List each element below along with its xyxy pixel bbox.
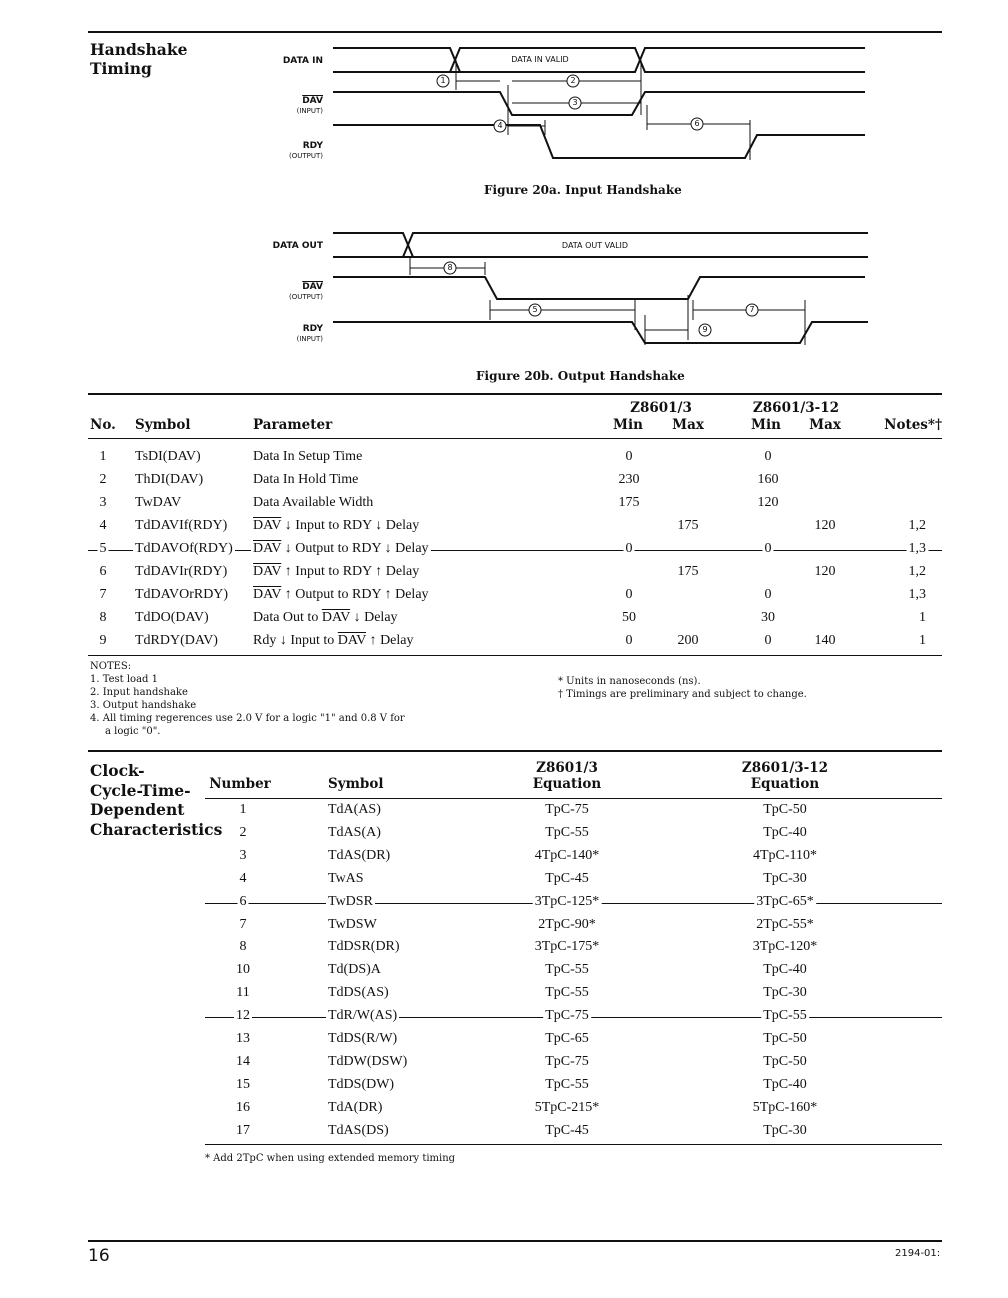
- row-number: 1: [239, 802, 247, 817]
- header-max2: Max: [809, 417, 841, 433]
- row-equation2: 4TpC-110*: [752, 847, 818, 863]
- note-item: 4. All timing regerences use 2.0 V for a logic "1" and 0.8 V for: [90, 713, 405, 724]
- row-equation2: TpC-40: [763, 1076, 807, 1092]
- table-row: [88, 584, 942, 607]
- units-note: * Units in nanoseconds (ns).: [558, 676, 701, 687]
- row-number: 8: [99, 610, 107, 625]
- signal-label-data-in: DATA IN: [282, 56, 323, 66]
- table-row: [205, 1028, 942, 1051]
- notes-heading: NOTES:: [90, 661, 132, 672]
- title-line: Timing: [90, 59, 152, 78]
- row-number: 10: [236, 962, 250, 978]
- row-parameter: $\overline{DAV}$ ↑ Output to RDY ↑ Delay: [253, 587, 429, 602]
- row-min2: 30: [761, 610, 775, 625]
- row-max1: 200: [677, 633, 699, 648]
- row-notes: 1: [919, 610, 926, 625]
- row-number: 15: [236, 1076, 250, 1092]
- row-equation2: TpC-30: [763, 1122, 807, 1138]
- row-parameter: Data Out to $\overline{DAV}$ ↓ Delay: [253, 610, 398, 625]
- row-number: 14: [236, 1053, 250, 1069]
- row-number: 9: [99, 633, 107, 648]
- footer-rule: [88, 1240, 942, 1242]
- row-min2: 0: [764, 449, 772, 464]
- document-code: 2194-01:: [895, 1248, 941, 1259]
- row-symbol: TwDSW: [328, 916, 377, 932]
- marker: 8: [447, 263, 453, 272]
- row-max2: 140: [814, 633, 836, 648]
- row-symbol: TdA(AS): [328, 802, 381, 817]
- signal-label-rdy-input: RDY (INPUT): [296, 324, 323, 343]
- row-symbol: TwAS: [328, 870, 364, 886]
- row-equation1: 3TpC-175*: [534, 939, 600, 955]
- row-equation2: 5TpC-160*: [752, 1099, 818, 1115]
- marker: 1: [440, 76, 446, 85]
- header-notes: Notes*†: [884, 417, 942, 433]
- row-equation1: 4TpC-140*: [534, 847, 600, 863]
- row-parameter: Rdy ↓ Input to $\overline{DAV}$ ↑ Delay: [253, 633, 414, 648]
- table-row: [205, 822, 942, 845]
- row-number: 4: [99, 518, 107, 533]
- row-equation1: TpC-55: [545, 1076, 589, 1092]
- row-equation1: TpC-45: [545, 870, 589, 886]
- header-group1: Z8601/3: [630, 400, 692, 416]
- header-equation1: Equation: [532, 776, 602, 792]
- row-equation2: TpC-50: [763, 802, 807, 817]
- marker: 2: [570, 76, 576, 85]
- header-equation2: Equation: [750, 776, 820, 792]
- header-symbol: Symbol: [328, 776, 384, 792]
- signal-label-rdy-output: RDY (OUTPUT): [289, 141, 323, 160]
- title-line: Clock-: [90, 761, 145, 780]
- row-symbol: TdR/W(AS): [328, 1008, 398, 1024]
- row-min1: 230: [618, 472, 640, 487]
- row-symbol: TdDAVIf(RDY): [135, 518, 228, 533]
- row-number: 4: [239, 870, 247, 886]
- table1-top-rule: [88, 393, 942, 395]
- row-max2: 120: [814, 564, 836, 579]
- notes-footnotes: [558, 675, 807, 701]
- table1-bottom-rule: [88, 655, 942, 656]
- row-symbol: TdDSR(DR): [328, 939, 400, 955]
- row-equation2: TpC-50: [763, 1053, 807, 1069]
- table-row: [88, 515, 942, 538]
- row-min2: 0: [764, 541, 772, 556]
- row-equation1: TpC-55: [545, 985, 589, 1001]
- signal-label-dav-input: $\overline{DAV}$ (INPUT): [296, 96, 323, 115]
- table-row: [205, 1074, 942, 1097]
- row-parameter: $\overline{DAV}$ ↑ Input to RDY ↑ Delay: [253, 564, 420, 579]
- row-max1: 175: [677, 518, 699, 533]
- row-number: 7: [239, 916, 247, 932]
- row-equation2: TpC-50: [763, 1031, 807, 1046]
- marker: 9: [702, 325, 708, 334]
- row-symbol: TdAS(DR): [328, 847, 391, 863]
- note-item: 2. Input handshake: [90, 687, 188, 698]
- header-min2: Min: [751, 417, 781, 433]
- row-equation1: TpC-75: [545, 1053, 589, 1069]
- marker: 7: [749, 305, 755, 314]
- row-symbol: TdRDY(DAV): [135, 633, 218, 648]
- table2-top-rule: [88, 750, 942, 752]
- table-row: [205, 868, 942, 891]
- table-row: [205, 1051, 942, 1074]
- table-row: [205, 936, 942, 959]
- row-number: 13: [236, 1031, 250, 1046]
- row-number: 1: [99, 449, 107, 464]
- title-line: Cycle-Time-: [90, 780, 191, 800]
- row-equation1: TpC-55: [545, 824, 589, 840]
- header-group1: Z8601/3: [536, 760, 598, 776]
- row-equation2: TpC-30: [763, 985, 807, 1001]
- row-equation1: TpC-45: [545, 1122, 589, 1138]
- header-group2: Z8601/3-12: [741, 760, 829, 776]
- row-number: 2: [99, 472, 107, 487]
- row-min1: 175: [618, 495, 640, 510]
- notes-block: [90, 660, 405, 738]
- section-title-clock-cycle: [90, 761, 222, 839]
- table2-bottom-rule: [205, 1144, 942, 1145]
- row-equation1: TpC-65: [545, 1031, 589, 1046]
- row-symbol: TdAS(DS): [328, 1122, 389, 1138]
- data-in-valid-label: DATA IN VALID: [511, 55, 569, 64]
- title-line: Characteristics: [90, 819, 223, 839]
- row-notes: 1,3: [908, 541, 926, 556]
- row-number: 16: [236, 1099, 250, 1115]
- row-number: 6: [239, 893, 247, 909]
- row-equation2: TpC-40: [763, 824, 807, 840]
- row-equation1: TpC-75: [545, 802, 589, 817]
- marker: 5: [532, 305, 538, 314]
- table-row: [205, 1005, 942, 1028]
- row-symbol: TdDAVOf(RDY): [135, 541, 233, 556]
- row-number: 7: [99, 587, 107, 602]
- row-number: 3: [99, 495, 107, 510]
- header-no: No.: [90, 417, 116, 433]
- row-equation2: 3TpC-65*: [756, 893, 814, 909]
- row-number: 12: [236, 1008, 250, 1024]
- row-symbol: Td(DS)A: [328, 962, 381, 978]
- note-item: 3. Output handshake: [90, 700, 197, 711]
- row-symbol: TdDS(R/W): [328, 1031, 398, 1046]
- figure-caption-20b: Figure 20b. Output Handshake: [476, 369, 685, 383]
- table-row: [205, 845, 942, 868]
- preliminary-note: † Timings are preliminary and subject to change.: [558, 689, 807, 700]
- row-notes: 1,2: [908, 518, 926, 533]
- title-line: Handshake: [90, 40, 188, 59]
- row-equation1: TpC-55: [545, 962, 589, 978]
- marker: 4: [497, 121, 503, 130]
- row-min1: 50: [622, 610, 636, 625]
- row-equation2: TpC-40: [763, 962, 807, 978]
- row-min2: 0: [764, 633, 772, 648]
- table2-footnote: * Add 2TpC when using extended memory timing: [205, 1153, 456, 1164]
- table-row: [88, 561, 942, 584]
- header-symbol: Symbol: [135, 417, 191, 433]
- table-row: [205, 891, 942, 914]
- row-notes: 1: [919, 633, 926, 648]
- table-row: [205, 959, 942, 982]
- row-equation2: 3TpC-120*: [752, 939, 818, 955]
- row-symbol: TdDAVIr(RDY): [135, 564, 228, 579]
- marker: 6: [694, 119, 700, 128]
- page-number: 16: [88, 1246, 110, 1266]
- row-min1: 0: [625, 633, 633, 648]
- row-symbol: TwDAV: [135, 495, 182, 510]
- row-equation1: 3TpC-125*: [534, 893, 600, 909]
- row-min2: 120: [757, 495, 779, 510]
- row-number: 2: [239, 824, 247, 840]
- table-row: [205, 799, 942, 822]
- row-number: 6: [99, 564, 107, 579]
- row-equation1: 2TpC-90*: [538, 916, 596, 932]
- title-line: Dependent: [90, 800, 185, 819]
- header-parameter: Parameter: [253, 417, 333, 433]
- table-row: [88, 538, 942, 561]
- row-symbol: TdDS(DW): [328, 1076, 395, 1092]
- row-number: 3: [239, 847, 247, 863]
- row-symbol: TdDW(DSW): [328, 1053, 408, 1069]
- table-row: [88, 446, 942, 469]
- table-row: [205, 982, 942, 1005]
- row-symbol: TdDAVOrRDY): [135, 587, 229, 602]
- row-max2: 120: [814, 518, 836, 533]
- header-group2: Z8601/3-12: [752, 400, 840, 416]
- row-symbol: TdAS(A): [328, 824, 381, 840]
- table-row: [88, 607, 942, 630]
- row-max1: 175: [677, 564, 699, 579]
- row-equation2: TpC-30: [763, 870, 807, 886]
- row-parameter: $\overline{DAV}$ ↓ Input to RDY ↓ Delay: [253, 518, 420, 533]
- row-notes: 1,2: [908, 564, 926, 579]
- row-number: 8: [239, 939, 247, 955]
- timing-diagram-output-handshake: [0, 0, 1008, 400]
- row-min2: 0: [764, 587, 772, 602]
- row-symbol: ThDI(DAV): [135, 472, 204, 487]
- table-row: [205, 914, 942, 937]
- table-row: [205, 1097, 942, 1120]
- row-number: 17: [236, 1122, 250, 1138]
- signal-label-data-out: DATA OUT: [272, 241, 323, 251]
- row-parameter: $\overline{DAV}$ ↓ Output to RDY ↓ Delay: [253, 541, 429, 556]
- row-symbol: TdDS(AS): [328, 985, 389, 1001]
- data-out-valid-label: DATA OUT VALID: [561, 241, 629, 250]
- row-symbol: TsDI(DAV): [135, 449, 201, 464]
- row-min2: 160: [757, 472, 779, 487]
- row-equation1: 5TpC-215*: [534, 1099, 600, 1115]
- row-parameter: Data Available Width: [253, 495, 374, 510]
- row-min1: 0: [625, 587, 633, 602]
- marker: 3: [572, 98, 578, 107]
- table-row: [88, 469, 942, 492]
- row-equation1: TpC-75: [545, 1008, 589, 1024]
- row-min1: 0: [625, 541, 633, 556]
- row-equation2: TpC-55: [763, 1008, 807, 1024]
- note-item: 1. Test load 1: [90, 674, 158, 685]
- note-item: a logic "0".: [105, 726, 161, 737]
- header-number: Number: [209, 776, 271, 792]
- row-number: 11: [236, 985, 250, 1001]
- table-row: [88, 630, 942, 653]
- row-symbol: TwDSR: [328, 893, 373, 909]
- row-min1: 0: [625, 449, 633, 464]
- row-parameter: Data In Hold Time: [253, 472, 359, 487]
- table1-header-rule: [88, 438, 942, 439]
- row-number: 5: [99, 541, 107, 556]
- signal-label-dav-output: $\overline{DAV}$ (OUTPUT): [289, 282, 323, 301]
- header-min1: Min: [613, 417, 643, 433]
- row-symbol: TdDO(DAV): [135, 610, 209, 625]
- table-row: [205, 1120, 942, 1143]
- row-parameter: Data In Setup Time: [253, 449, 363, 464]
- figure-caption-20a: Figure 20a. Input Handshake: [484, 183, 682, 197]
- row-symbol: TdA(DR): [328, 1099, 383, 1115]
- table-row: [88, 492, 942, 515]
- row-equation2: 2TpC-55*: [756, 916, 814, 932]
- header-max1: Max: [672, 417, 704, 433]
- row-notes: 1,3: [908, 587, 926, 602]
